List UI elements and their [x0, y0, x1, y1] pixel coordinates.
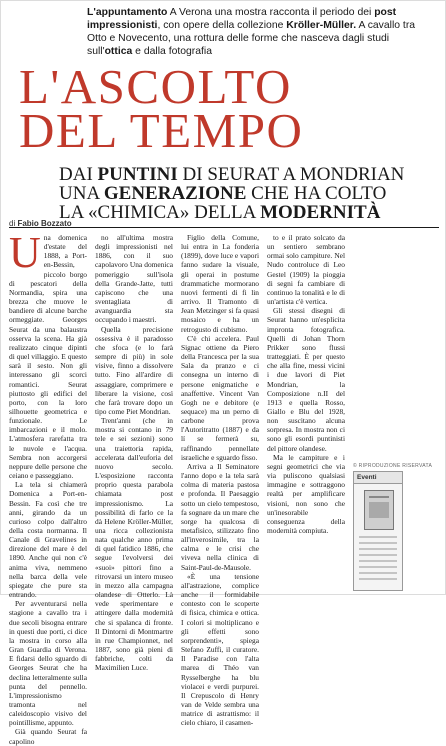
article-column-4: [267, 233, 345, 589]
subhead-text: CHE HA COLTO: [246, 183, 387, 204]
text-line: [359, 548, 397, 550]
text-line: [359, 536, 397, 538]
kicker-text: , con opere della collezione: [157, 19, 287, 31]
paragraph: La tela si chiamerà Domenica a Port-en-Bessin. Fa così che tre anni, girando da un curioso colpo dall'altro della costa normanna. Il Canale di Gravelines in direzione del mare è del 1890. Anche qui non c'è anima viva, nemmeno nella barca della vele spiegate che pure sta entrando.: [9, 480, 87, 600]
subhead-bold: PUNTINI: [97, 164, 178, 185]
kicker-text: e dalla fotografia: [132, 45, 213, 57]
paragraph: Trent'anni (che in mostra si contano in 79 tele e sei sezioni) sono una traiettoria rapida, accelerata dall'euforia del nuovo secolo. L'esposizione racconta proprio questa parabola chiamata post impressionismo. La possibilità di farlo ce la dà Helene Kröller-Müller, una ricca collezionista nata qualche anno prima di quel fatidico 1886, che segue l'evolversi dei «suoi» pittori fino a ritrovarsi un intero museo in mezzo alla campagna olandese di Otterlo. Là vede sperimentare e attingere dalla modernità che si spalanca di fronte. Il Dintorni di Montmartre in rue Championnet, nel 1887, sono già pieni di fabbriche, colti da Maximilien Luce.: [95, 416, 173, 673]
subheadline: [59, 165, 439, 222]
paragraph: Gli stessi disegni di Seurat hanno un'esplicita impronta fotografica. Quelli di Johan Thorn Prikker sono flussi tratteggiati. È per questo che alla fine, messi vicini i due lavori di Piet Mondrian, la Composizione n.II del 1913 e quella Rosso, Giallo e Blu del 1928, non suscitano alcuna sorpresa. In mostra non ci sono gli esordi puntinisti del pittore olandese.: [267, 306, 345, 453]
article-column-1: [9, 228, 87, 746]
subhead-line-3: [59, 203, 439, 222]
subhead-line-2: [59, 184, 439, 203]
kicker-lead: L'appuntamento: [87, 7, 168, 18]
paragraph: Per avventurarsi nella stagione a cavallo tra i due secoli bisogna entrare in questi due porti, ci dice la mostra in corso alla Gran Guardia di Verona. E fidarsi dello sguardo di Georges Seurat che ha declina letteralmente sulla punta del pennello. L'impressionismo tramonta nel caleidoscopio visivo del pointillisme, appunto.: [9, 599, 87, 728]
subhead-bold: GENERAZIONE: [103, 183, 247, 204]
text-line: [359, 572, 397, 574]
subhead-line-1: [59, 165, 439, 184]
paragraph: Una domenica d'estate del 1888, a Port-en-Bessin, piccolo borgo di pescatori della Normandia, spira una brezza che muove le bandiere di alcune barche ormeggiate. Georges Seurat da una balaustra osserva la scena. Ha già realizzato cinque dipinti di quel villaggio. E questo sarà il sesto. Non gli interessano gli scorci romantici. Seurat piuttosto gli edifici del porto, con la loro silhouette geometrica e funzionale. Le imbarcazioni e il molo. L'atmosfera rarefatta tra le nuvole e l'acqua. Sembra non accorgersi neppure delle persone che ceiano e passeggiano.: [9, 228, 87, 481]
paragraph: no all'ultima mostra degli impressionisti nel 1886, con il suo capolavoro Una domenica pomeriggio sull'isola della Grande-Jatte, tutti capiscono che una sventagliata di avanguardia sta occupando i maestri.: [95, 233, 173, 325]
subhead-text: DI SEURAT A MONDRIAN: [177, 164, 405, 185]
byline: [9, 219, 72, 228]
book-cover-image: [364, 490, 394, 530]
byline-prefix: di: [9, 219, 18, 228]
text-line: [359, 554, 397, 556]
paragraph: «È una tensione all'astrazione, complice anche il formidabile contesto con le scoperte di fisica, chimica e ottica. I colori si moltiplicano e gli effetti sono sorprendenti», spiega Stefano Zuffi, il curatore. Il Paradise con l'alta marea di Théo van Rysselberghe ha blu violacei e verdi purpurei. Il Crepuscolo di Henry van de Velde sembra una matrice di astrattismo: il cielo chiaro, il casamen-: [181, 571, 259, 728]
article-column-2: [95, 233, 173, 673]
article-column-3: [181, 233, 259, 728]
paragraph: Già quando Seurat fa capolino: [9, 727, 87, 746]
headline-line-2: DEL TEMPO: [19, 103, 304, 158]
paragraph: to e il prato solcato da un sentiero sembrano ormai solo campiture. Nel Nudo controluce di Leo Gestel (1909) la pioggia di segni fa cambiare di continuo la tonalità e le di un'artista c'è vertica.: [267, 233, 345, 307]
subhead-text: LA «CHIMICA» DELLA: [59, 202, 261, 223]
divider: [9, 227, 439, 228]
headline: [19, 59, 435, 158]
kicker-bold: ottica: [104, 45, 133, 57]
kicker-bold: Kröller-Müller.: [286, 19, 357, 31]
book-label: Eventi: [354, 472, 402, 484]
text-line: [359, 566, 397, 568]
paragraph: C'è chi accelera. Paul Signac ottiene da Piero della Francesca per la sua Sala da pranzo e ci consegna un interno di persone enigmatiche e anaffettive. Vincent Van Gogh ne e debitore (e sequace) ma un perno di carbone prova l'Autoritratto (1887) e da lí se fermerà su, raffinando pennellate israeliche e sguardo fisso.: [181, 333, 259, 462]
copyright-note: © RIPRODUZIONE RISERVATA: [353, 463, 433, 469]
subhead-text: UNA: [59, 183, 104, 204]
subhead-text: DAI: [59, 164, 98, 185]
kicker-text: A Verona una mostra racconta il periodo dei: [167, 7, 375, 18]
kicker: [87, 7, 427, 59]
text-line: [359, 542, 397, 544]
text-line: [359, 578, 397, 580]
byline-author: Fabio Bozzato: [17, 219, 72, 228]
paragraph: Ma le campiture e i segni geometrici che via via puliscono qualsiasi immagine e sottraggono realtà per amplificare visioni, non sono che un'inesorabile conseguenza della modernità compiuta.: [267, 452, 345, 535]
kicker-bold: post impressionisti: [87, 7, 397, 31]
paragraph: Figlio della Comune, lui entra in La fonderia (1899), dove luce e vapori fanno sudare la visuale, gli operai in postume drammatiche mormorano nuovi fermenti di fi lin arrivo. Il Tramonto di Jean Metzinger si fa quasi mosaico e ha un retrogusto di cubismo.: [181, 233, 259, 334]
kicker-text: A cavallo tra Otto e Novecento, una rottura delle forme che nasceva dagli studi sull': [87, 19, 416, 57]
headline-line-1: L'ASCOLTO: [19, 59, 292, 114]
book-thumbnail: [353, 471, 403, 591]
paragraph: Quella precisione ossessiva è il paradosso che sfoca (e lo farà sempre di più) in sole visive, finno a dissolvere tutto. Fino all'ardire di assaggiare, comprimere e liberare la visione, così che farà trovare dopo un tipo come Piet Mondrian.: [95, 324, 173, 416]
subhead-bold: MODERNITÀ: [260, 202, 381, 223]
text-line: [359, 560, 397, 562]
paragraph: Arriva a Il Seminatore l'anno dopo e la tela sarà colma di materia pastosa e profonda. Il Paesaggio sotto un cielo tempestoso, fa sognare da un mare che sorge ha qualcosa di metafisico, stilizzato fino all'inverosimile, tra la calma e le crisi che viveva nella clinica di Saint-Paul-de-Mausole.: [181, 461, 259, 572]
